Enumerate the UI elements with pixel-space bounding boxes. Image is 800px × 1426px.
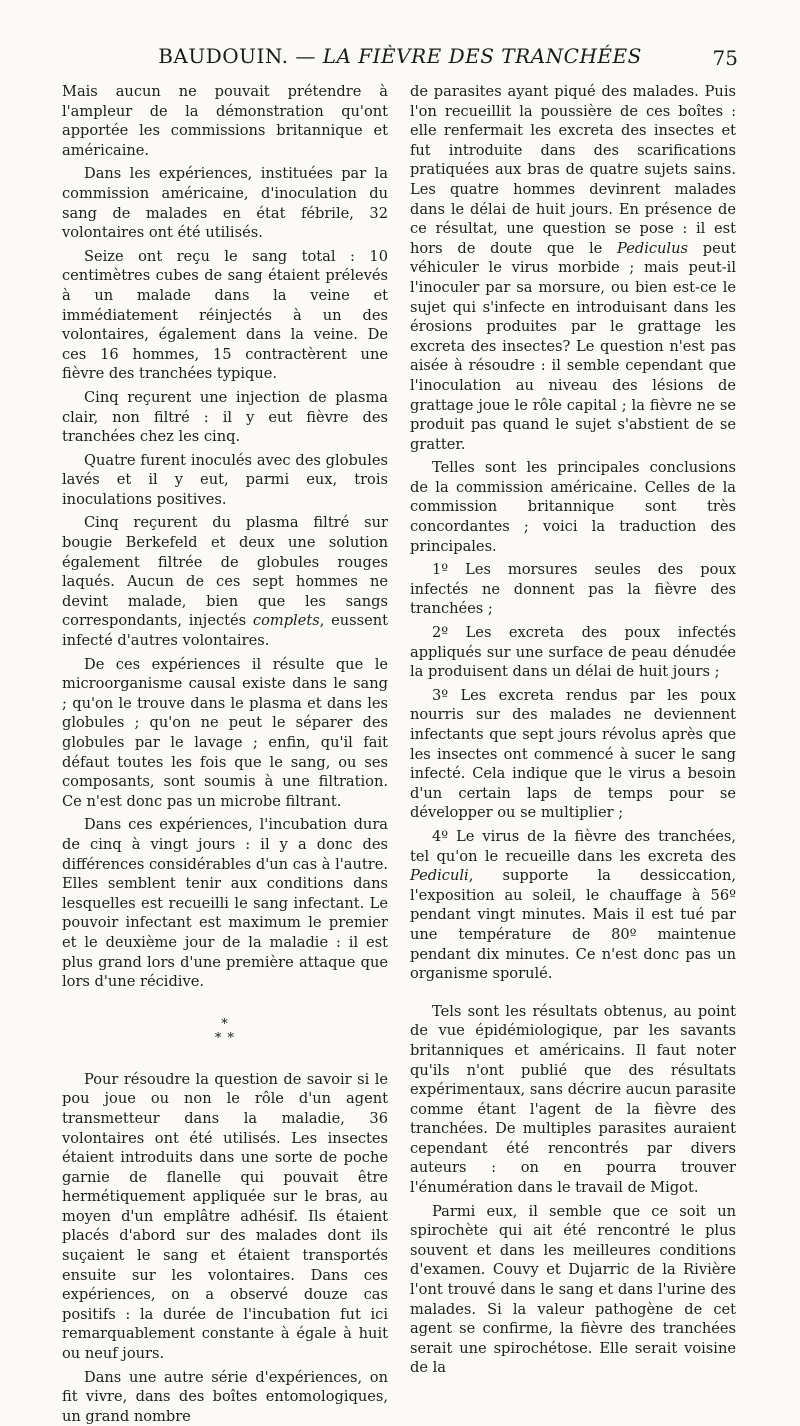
paragraph: Seize ont reçu le sang total : 10 centimètres cubes de sang étaient prélevés à un malade dans la veine et immédiatement réinjectés à un des volontaires, également dans la veine. De ces 16 hommes, 15 contractèrent une fièvre des tranchées typique. bbox=[62, 247, 388, 383]
paragraph: Parmi eux, il semble que ce soit un spirochète qui ait été rencontré le plus souvent et dans les meilleures conditions d'examen. Couvy et Dujarric de la Rivière l'ont trouvé dans le sang et dans l'urine des malades. Si la valeur pathogène de cet agent se confirme, la fièvre des tranchées serait une spirochétose. Elle serait voisine de la bbox=[410, 1202, 736, 1377]
text-run: , eussent infecté d'autres volontaires. bbox=[62, 612, 388, 650]
paragraph: Quatre furent inoculés avec des globules lavés et il y eut, parmi eux, trois inoculations positives. bbox=[62, 451, 388, 508]
paragraph: Dans une autre série d'expériences, on fit vivre, dans des boîtes entomologiques, un grand nombre bbox=[62, 1368, 388, 1425]
list-item: 3º Les excreta rendus par les poux nourris sur des malades ne deviennent infectants que sept jours révolus après que les insectes ont commencé à sucer le sang infecté. Cela indique que le virus a besoin d'un certain laps de temps pour se développer ou se multiplier ; bbox=[410, 686, 736, 822]
right-column bbox=[410, 82, 736, 1378]
paragraph bbox=[410, 82, 736, 454]
emphasis: complets bbox=[252, 612, 320, 630]
paragraph: Dans ces expériences, l'incubation dura de cinq à vingt jours : il y a donc des différences considérables d'un cas à l'autre. Elles semblent tenir aux conditions dans lesquelles est recueilli le sang infectant. Le pouvoir infectant est maximum le premier et le deuxième jour de la maladie : il est plus grand lors d'une première attaque que lors d'une récidive. bbox=[62, 816, 388, 991]
emphasis: Pediculi bbox=[410, 867, 469, 885]
paragraph: Mais aucun ne pouvait prétendre à l'ampleur de la démonstration qu'ont apportée les commissions britannique et américaine. bbox=[62, 83, 388, 159]
text-run: de parasites ayant piqué des malades. Puis l'on recueillit la poussière de ces boîtes : elle renfermait les excreta des insectes et fut introduite dans des scarifications pratiquées aux bras de quatre sujets sains. Les quatre hommes devinrent malades dans le délai de huit jours. En présence de ce résultat, une question se pose : il est hors de doute que le bbox=[410, 83, 736, 257]
emphasis: Pediculus bbox=[617, 239, 688, 257]
section-gap bbox=[410, 984, 736, 1002]
list-item: 1º Les morsures seules des poux infectés ne donnent pas la fièvre des tranchées ; bbox=[410, 561, 736, 618]
asterism-bottom: * * bbox=[214, 1030, 236, 1046]
header-author: BAUDOUIN. bbox=[158, 44, 289, 68]
list-item: 2º Les excreta des poux infectés appliqués sur une surface de peau dénudée la produisent dans un délai de huit jours ; bbox=[410, 624, 736, 681]
header-dash: — bbox=[295, 44, 316, 68]
paragraph bbox=[62, 513, 388, 650]
paragraph: Tels sont les résultats obtenus, au point de vue épidémiologique, par les savants britanniques et américains. Il faut noter qu'ils n'ont publié que des résultats expérimentaux, sans décrire aucun parasite comme étant l'agent de la fièvre des tranchées. De multiples parasites auraient cependant été rencontrés par divers auteurs : on en pourra trouver l'énumération dans le travail de Migot. bbox=[410, 1002, 736, 1197]
text-run: Cinq reçurent du plasma filtré sur bougie Berkefeld et deux une solution également filtrée de globules rouges laqués. Aucun de ces sept hommes ne devint malade, bien que les sangs correspondants, injectés bbox=[62, 514, 388, 630]
asterism-top: * bbox=[221, 1016, 229, 1032]
header-title: LA FIÈVRE DES TRANCHÉES bbox=[322, 44, 642, 68]
text-run: 4º Le virus de la fièvre des tranchées, tel qu'on le recueille dans les excreta des bbox=[410, 827, 736, 865]
paragraph: Dans les expériences, instituées par la commission américaine, d'inoculation du sang de malades en état fébrile, 32 volontaires ont été utilisés. bbox=[62, 165, 388, 242]
page-header bbox=[62, 44, 738, 78]
left-column bbox=[62, 82, 388, 1426]
paragraph: Cinq reçurent une injection de plasma clair, non filtré : il y eut fièvre des tranchées chez les cinq. bbox=[62, 388, 388, 446]
paragraph: Pour résoudre la question de savoir si le pou joue ou non le rôle d'un agent transmetteur dans la maladie, 36 volontaires ont été utilisés. Les insectes étaient introduits dans une sorte de poche garnie de flanelle qui pouvait être hermétiquement appliquée sur le bras, au moyen d'un emplâtre adhésif. Ils étaient placés d'abord sur des malades dont ils suçaient le sang et étaient transportés ensuite sur les volontaires. Dans ces expériences, on a observé douze cas positifs : la durée de l'incubation fut ici remarquablement constante à égale à huit ou neuf jours. bbox=[62, 1070, 388, 1363]
text-run: , supporte la dessiccation, l'exposition au soleil, le chauffage à 56º pendant vingt minutes. Mais il est tué par une température de 80º maintenue pendant dix minutes. Ce n'est donc pas un organisme sporulé. bbox=[410, 867, 736, 983]
paragraph: Telles sont les principales conclusions de la commission américaine. Celles de la commission britannique sont très concordantes ; voici la traduction des principales. bbox=[410, 459, 736, 555]
list-item bbox=[410, 827, 736, 984]
page-number: 75 bbox=[712, 46, 738, 70]
paragraph: De ces expériences il résulte que le microorganisme causal existe dans le sang ; qu'on le trouve dans le plasma et dans les globules ; qu'on ne peut le séparer des globules par le lavage ; enfin, qu'il fait défaut toutes les fois que le sang, ou ses composants, sont soumis à une filtration. Ce n'est donc pas un microbe filtrant. bbox=[62, 655, 388, 810]
section-asterism bbox=[62, 1018, 388, 1046]
running-title bbox=[62, 44, 738, 68]
text-run: peut véhiculer le virus morbide ; mais peut-il l'inoculer par sa morsure, ou bien est-ce le sujet qui s'infecte en introduisant dans les érosions produites par le grattage les excreta des insectes? Le question n'est pas aisée à résoudre : il semble cependant que l'inoculation au niveau des lésions de grattage joue le rôle capital ; la fièvre ne se produit pas quand le sujet s'abstient de se gratter. bbox=[410, 239, 736, 453]
